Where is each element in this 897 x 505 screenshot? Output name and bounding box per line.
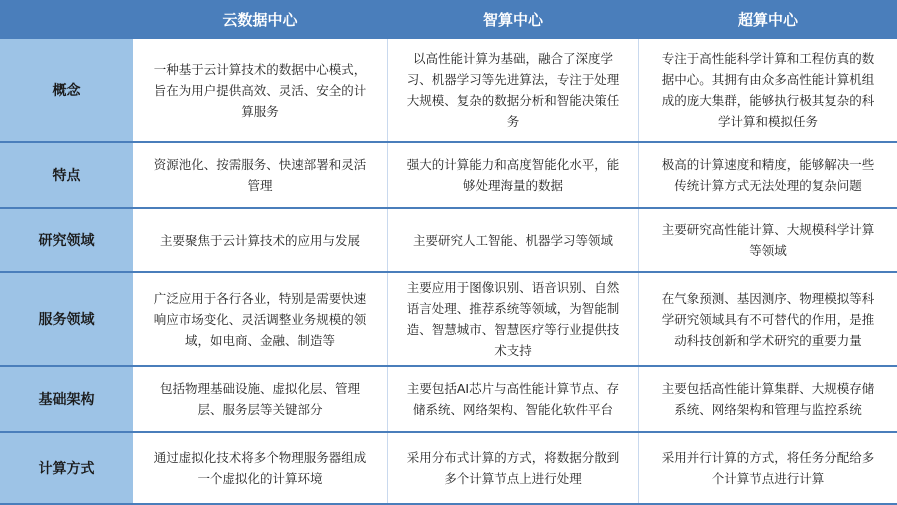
table-cell: 主要包括高性能计算集群、大规模存储系统、网络架构和管理与监控系统: [639, 366, 897, 432]
row-label-features: 特点: [1, 142, 133, 208]
header-corner: [1, 1, 133, 39]
table-cell: 主要研究人工智能、机器学习等领域: [388, 208, 639, 272]
row-label-computing-method: 计算方式: [1, 432, 133, 504]
table-cell: 采用并行计算的方式，将任务分配给多个计算节点进行计算: [639, 432, 897, 504]
table-row: [1, 432, 897, 504]
row-label-research-field: 研究领域: [1, 208, 133, 272]
row-label-service-field: 服务领域: [1, 272, 133, 366]
header-supercomputing-center: 超算中心: [639, 1, 897, 39]
table-cell: 一种基于云计算技术的数据中心模式，旨在为用户提供高效、灵活、安全的计算服务: [133, 38, 388, 142]
header-row: [1, 1, 897, 39]
table-cell: 在气象预测、基因测序、物理模拟等科学研究领域具有不可替代的作用，是推动科技创新和学术研究的重要力量: [639, 272, 897, 366]
table-row: [1, 366, 897, 432]
table-cell: 以高性能计算为基础，融合了深度学习、机器学习等先进算法，专注于处理大规模、复杂的数据分析和智能决策任务: [388, 38, 639, 142]
table-row: [1, 142, 897, 208]
table-cell: 主要聚焦于云计算技术的应用与发展: [133, 208, 388, 272]
table-row: [1, 208, 897, 272]
table-cell: 采用分布式计算的方式，将数据分散到多个计算节点上进行处理: [388, 432, 639, 504]
table-cell: 主要研究高性能计算、大规模科学计算等领域: [639, 208, 897, 272]
table-cell: 广泛应用于各行各业，特别是需要快速响应市场变化、灵活调整业务规模的领域，如电商、金融、制造等: [133, 272, 388, 366]
table-cell: 专注于高性能科学计算和工程仿真的数据中心。其拥有由众多高性能计算机组成的庞大集群，能够执行极其复杂的科学计算和模拟任务: [639, 38, 897, 142]
table-row: [1, 38, 897, 142]
table-cell: 极高的计算速度和精度，能够解决一些传统计算方式无法处理的复杂问题: [639, 142, 897, 208]
table-row: [1, 272, 897, 366]
table-cell: 包括物理基础设施、虚拟化层、管理层、服务层等关键部分: [133, 366, 388, 432]
header-intelligent-computing-center: 智算中心: [388, 1, 639, 39]
row-label-concept: 概念: [1, 38, 133, 142]
table-cell: 主要包括AI芯片与高性能计算节点、存储系统、网络架构、智能化软件平台: [388, 366, 639, 432]
table-cell: 通过虚拟化技术将多个物理服务器组成一个虚拟化的计算环境: [133, 432, 388, 504]
row-label-infrastructure: 基础架构: [1, 366, 133, 432]
table-cell: 主要应用于图像识别、语音识别、自然语言处理、推荐系统等领域，为智能制造、智慧城市、智慧医疗等行业提供技术支持: [388, 272, 639, 366]
table-cell: 资源池化、按需服务、快速部署和灵活管理: [133, 142, 388, 208]
header-cloud-datacenter: 云数据中心: [133, 1, 388, 39]
table-cell: 强大的计算能力和高度智能化水平，能够处理海量的数据: [388, 142, 639, 208]
